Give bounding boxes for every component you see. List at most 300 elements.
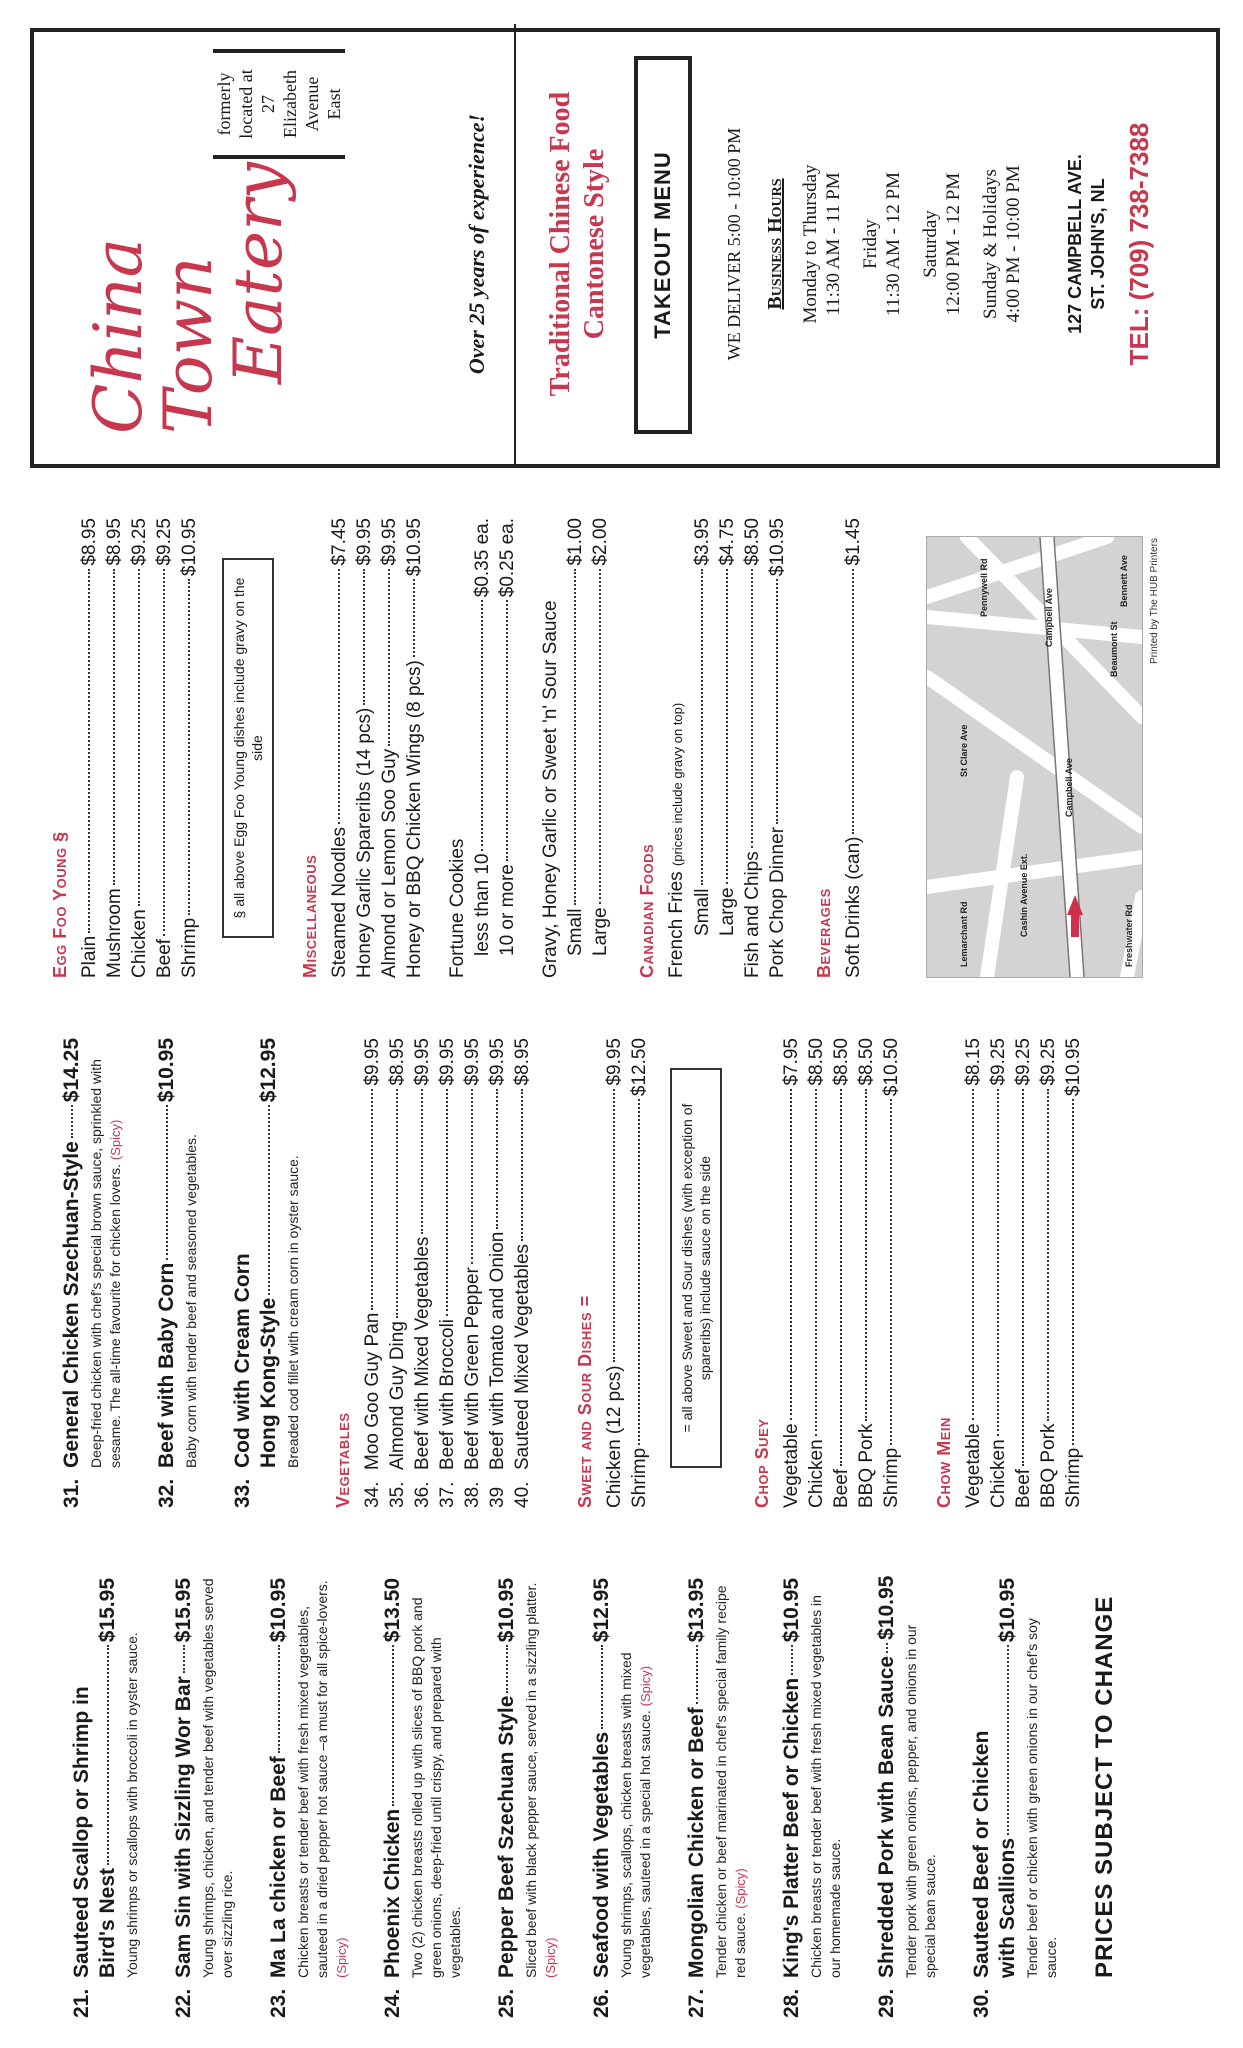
dot-leader	[471, 1089, 473, 1265]
dot-leader	[268, 1105, 270, 1294]
price-line	[690, 518, 715, 978]
price-line	[854, 1038, 879, 1508]
item-price: $9.25	[1038, 1038, 1059, 1086]
hours-block	[979, 24, 1025, 464]
menu-item	[875, 1575, 940, 2018]
menu-item-title: Seafood with Vegetables	[590, 1731, 613, 1978]
hours-block	[799, 24, 845, 464]
item-price: $10.50	[881, 1038, 902, 1097]
dot-leader	[865, 1089, 867, 1421]
hours-block	[859, 24, 905, 464]
item-name: Mushroom	[104, 888, 125, 978]
dot-leader	[726, 569, 728, 885]
menu-item	[155, 1038, 201, 1508]
menu-item	[70, 1578, 142, 2018]
menu-item	[381, 1578, 465, 2018]
menu-item-number: 24.	[381, 1988, 404, 2018]
dot-leader	[71, 1105, 73, 1138]
price-line	[360, 1038, 385, 1508]
item-price: $1.00	[565, 518, 586, 566]
menu-column-1	[0, 1575, 1243, 2018]
item-price: $3.95	[692, 518, 713, 566]
prices-note: PRICES SUBJECT TO CHANGE	[1091, 1595, 1118, 1978]
item-name: Shrimp	[179, 917, 200, 978]
menu-item-header	[70, 1578, 94, 2018]
hours-day: Sunday & Holidays	[980, 169, 1001, 319]
hours-day: Saturday	[920, 210, 941, 278]
dot-leader	[166, 1105, 168, 1259]
gravy-title: Gravy, Honey Garlic or Sweet 'n' Sour Sauce	[540, 600, 561, 978]
item-name: Almond or Lemon Soo Guy	[379, 748, 400, 978]
item-price: $7.45	[329, 518, 350, 566]
item-name: Large	[590, 907, 611, 956]
dot-leader	[1007, 1645, 1009, 1835]
price-line	[765, 518, 790, 978]
price-line	[588, 518, 613, 978]
price-line	[435, 1038, 460, 1508]
menu-item	[231, 1038, 303, 1508]
item-price: $9.25	[988, 1038, 1009, 1086]
menu-item-price: $10.95	[267, 1578, 290, 1643]
dot-leader	[363, 569, 365, 705]
menu-item-description	[294, 1578, 351, 1978]
item-price: $8.50	[806, 1038, 827, 1086]
item-price: $10.95	[179, 518, 200, 577]
item-price: $9.95	[487, 1038, 508, 1086]
menu-item-header	[155, 1038, 179, 1508]
price-line	[1011, 1038, 1036, 1508]
menu-item-description	[199, 1578, 237, 1978]
menu-item-price: $10.95	[155, 1038, 178, 1103]
dot-leader	[997, 1089, 999, 1437]
price-line	[740, 518, 765, 978]
dot-leader	[446, 1089, 448, 1316]
menu-item-title: Phoenix Chicken	[381, 1808, 404, 1978]
price-line	[327, 518, 352, 978]
item-number: 37.	[437, 1481, 458, 1508]
map-label-d: Bennett Ave	[1119, 555, 1129, 607]
section-title-canadian-foods: Canadian Foods	[637, 843, 657, 978]
menu-item-number: 21.	[70, 1988, 93, 2018]
dot-leader	[1022, 1089, 1024, 1466]
dot-leader	[188, 579, 190, 915]
item-name: Vegetable	[963, 1423, 984, 1508]
item-name: BBQ Pork	[856, 1423, 877, 1508]
menu-item-header-2	[257, 1038, 281, 1508]
section-title-chop-suey: Chop Suey	[752, 1418, 772, 1508]
menu-item-description-text: Baby corn with tender beef and seasoned vegetables.	[183, 1134, 199, 1468]
dot-leader	[183, 1645, 185, 1673]
telephone: TEL: (709) 738-7388	[1124, 122, 1154, 366]
price-line	[377, 518, 402, 978]
menu-item-description	[123, 1578, 142, 1978]
item-price: $9.95	[362, 1038, 383, 1086]
dot-leader	[481, 600, 483, 850]
item-price: $7.95	[781, 1038, 802, 1086]
menu-item-description-text: Young shrimps, chicken, and tender beef with vegetables served over sizzling rice.	[200, 1578, 235, 1978]
menu-item-number: 33.	[231, 1478, 254, 1508]
address-line-2: ST. JOHN'S, NL	[1088, 178, 1108, 310]
logo-line-2: Eatery	[220, 162, 297, 384]
menu-item-title: Pepper Beef Szechuan Style	[495, 1695, 518, 1978]
menu-item-header	[231, 1038, 255, 1508]
dot-leader	[601, 1645, 603, 1729]
price-line	[410, 1038, 435, 1508]
menu-column-2	[0, 1038, 1243, 1508]
french-fries-title	[664, 518, 690, 978]
dot-leader	[886, 1643, 888, 1653]
menu-item-description-text: Two (2) chicken breasts rolled up with slices of BBQ pork and green onions, deep-fried until crispy, and prepared with vegetables.	[409, 1597, 463, 1978]
former-location-box	[213, 49, 345, 159]
dot-leader	[972, 1089, 974, 1421]
item-name: Small	[692, 888, 713, 936]
item-price: $9.95	[354, 518, 375, 566]
menu-item-price: $15.95	[172, 1578, 195, 1643]
map-label-k: Freshwater Rd	[1124, 904, 1134, 967]
section-title-egg-foo-young: Egg Foo Young §	[50, 831, 70, 978]
menu-item-header	[685, 1578, 709, 2018]
dot-leader	[890, 1099, 892, 1445]
item-name: Beef with Broccoli	[437, 1318, 458, 1470]
menu-item-header	[381, 1578, 405, 2018]
hours-day: Monday to Thursday	[800, 164, 821, 324]
menu-item-title-2: with Scallions	[996, 1837, 1019, 1978]
price-line	[602, 1038, 627, 1508]
item-price: $4.75	[717, 518, 738, 566]
item-price: $8.95	[387, 1038, 408, 1086]
hours-block	[919, 24, 965, 464]
menu-item-title: Sauteed Beef or Chicken	[970, 1730, 993, 1978]
spicy-tag: (Spicy)	[638, 1665, 653, 1707]
price-line	[177, 518, 202, 978]
item-price: $9.95	[379, 518, 400, 566]
item-price: $0.25 ea.	[497, 518, 518, 598]
menu-item-price: $12.95	[257, 1038, 280, 1103]
dot-leader	[107, 1645, 109, 1865]
menu-item-header	[172, 1578, 196, 2018]
menu-item-description-text: Chicken breasts or tender beef with fresh mixed vegetables, sauteed in a dried pepper hot sauce –a must for all spice-lovers.	[295, 1580, 330, 1978]
map-label-h: St Clare Ave	[959, 724, 969, 777]
delivery-hours: WE DELIVER 5:00 - 10:00 PM	[724, 127, 744, 361]
item-price: $8.95	[79, 518, 100, 566]
price-line	[402, 518, 427, 978]
menu-item-title: Sam Sin with Sizzling Wor Bar	[172, 1676, 195, 1978]
item-name: BBQ Pork	[1038, 1423, 1059, 1508]
cuisine-tagline	[544, 24, 612, 464]
former-location-line-2: 27 Elizabeth Avenue East	[258, 70, 344, 138]
item-number: 39	[487, 1486, 508, 1508]
item-name: Shrimp	[629, 1447, 650, 1508]
menu-item-description-text: Chicken breasts or tender beef with fresh mixed vegetables in our homemade sauce.	[808, 1595, 843, 1978]
spicy-tag: (Spicy)	[733, 1868, 748, 1909]
section-title-vegetables: Vegetables	[333, 1412, 353, 1508]
experience-tagline: Over 25 years of experience!	[464, 113, 489, 375]
price-line	[102, 518, 127, 978]
dot-leader	[776, 579, 778, 824]
price-line	[510, 1038, 535, 1508]
item-name: Plain	[79, 935, 100, 978]
dot-leader	[696, 1645, 698, 1704]
menu-item-description-text: Sliced beef with black pepper sauce, served in a sizzling platter.	[523, 1582, 539, 1978]
menu-item-header-2	[996, 1578, 1020, 2018]
item-price: $8.15	[963, 1038, 984, 1086]
menu-item-description	[712, 1578, 750, 1978]
item-name: Beef with Mixed Vegetables	[412, 1236, 433, 1470]
item-name: less than 10	[472, 853, 493, 956]
menu-item	[495, 1578, 560, 2018]
price-line	[1061, 1038, 1086, 1508]
french-fries-label: French Fries	[666, 871, 687, 978]
menu-item	[172, 1578, 237, 2018]
menu-item-description-text: Tender pork with green onions, pepper, and onions in our special bean sauce.	[903, 1624, 938, 1978]
item-price: $0.35 ea.	[472, 518, 493, 598]
dot-leader	[113, 569, 115, 886]
dot-leader	[1047, 1089, 1049, 1421]
menu-item-description	[87, 1038, 125, 1468]
menu-item-title-2: Bird's Nest	[96, 1867, 119, 1978]
address-line-1: 127 CAMPBELL AVE.	[1065, 154, 1085, 334]
price-line	[779, 1038, 804, 1508]
menu-item-price: $13.50	[381, 1578, 404, 1643]
dot-leader	[413, 579, 415, 657]
item-price: $12.50	[629, 1038, 650, 1097]
menu-item-description	[408, 1578, 465, 1978]
menu-item-number: 22.	[172, 1988, 195, 2018]
dot-leader	[371, 1089, 373, 1310]
price-line	[77, 518, 102, 978]
dot-leader	[396, 1089, 398, 1319]
price-line	[829, 1038, 854, 1508]
item-price: $9.25	[154, 518, 175, 566]
dot-leader	[574, 569, 576, 906]
map-label-e: Beaumont St	[1109, 621, 1119, 677]
price-line	[485, 1038, 510, 1508]
dot-leader	[791, 1645, 793, 1675]
item-name: Chicken	[806, 1439, 827, 1508]
item-name: Beef with Tomato and Onion	[487, 1231, 508, 1470]
hours-time: 12:00 PM - 12 PM	[943, 172, 964, 316]
item-price: $8.95	[512, 1038, 533, 1086]
menu-item-description	[522, 1578, 560, 1978]
dot-leader	[392, 1645, 394, 1806]
menu-item-number: 26.	[590, 1988, 613, 2018]
menu-item-number: 31.	[60, 1478, 83, 1508]
menu-item-header	[495, 1578, 519, 2018]
dot-leader	[496, 1089, 498, 1229]
price-line	[961, 1038, 986, 1508]
header-panel-column	[0, 28, 1243, 468]
menu-item-number: 32.	[155, 1478, 178, 1508]
spicy-tag: (Spicy)	[108, 1119, 123, 1161]
item-name: Sauteed Mixed Vegetables	[512, 1243, 533, 1470]
dot-leader	[338, 569, 340, 824]
menu-item-description-text: Deep-fried chicken with chef's special brown sauce, sprinkled with sesame. The all-time favourite for chicken lovers.	[88, 1059, 123, 1468]
french-fries-note: (prices include gravy on top)	[670, 702, 685, 867]
address	[1064, 24, 1110, 464]
dot-leader	[506, 1645, 508, 1692]
item-price: $9.95	[604, 1038, 625, 1086]
item-price: $10.95	[767, 518, 788, 577]
printer-credit: Printed by The HUB Printers	[1149, 538, 1160, 664]
dot-leader	[163, 569, 165, 936]
dot-leader	[138, 569, 140, 907]
price-line	[460, 1038, 485, 1508]
dot-leader	[278, 1645, 280, 1753]
menu-item-description	[1023, 1578, 1061, 1978]
menu-item	[60, 1038, 125, 1508]
item-price: $8.50	[742, 518, 763, 566]
menu-item-description	[284, 1038, 303, 1468]
item-price: $2.00	[590, 518, 611, 566]
former-location-line-1: formerly located at	[214, 69, 256, 139]
location-map	[926, 536, 1143, 978]
menu-item-description-text: Tender chicken or beef marinated in chef's special family recipe red sauce.	[713, 1585, 748, 1978]
menu-column-3	[0, 518, 1243, 978]
item-price: $8.95	[104, 518, 125, 566]
dot-leader	[599, 569, 601, 905]
dot-leader	[638, 1099, 640, 1445]
menu-item-title-2: Hong Kong-Style	[257, 1297, 280, 1468]
dot-leader	[421, 1089, 423, 1234]
menu-item-title: Sauteed Scallop or Shrimp in	[70, 1686, 93, 1978]
item-price: $9.25	[129, 518, 150, 566]
price-line	[841, 518, 866, 978]
dot-leader	[506, 600, 508, 861]
menu-item-description	[182, 1038, 201, 1468]
item-price: $9.25	[1013, 1038, 1034, 1086]
item-name: Shrimp	[881, 1447, 902, 1508]
menu-item-title: King's Platter Beef or Chicken	[780, 1677, 803, 1978]
menu-item-title: Cod with Cream Corn	[231, 1253, 254, 1468]
spicy-tag: (Spicy)	[334, 1937, 349, 1978]
menu-item-header	[267, 1578, 291, 2018]
dot-leader	[1072, 1099, 1074, 1445]
item-name: Beef with Green Pepper	[462, 1267, 483, 1470]
menu-item	[780, 1578, 845, 2018]
menu-item-price: $13.95	[685, 1578, 708, 1643]
item-price: $9.95	[412, 1038, 433, 1086]
item-price: $1.45	[843, 518, 864, 566]
item-name: Small	[565, 908, 586, 956]
price-line	[804, 1038, 829, 1508]
item-price: $8.50	[856, 1038, 877, 1086]
item-name: Steamed Noodles	[329, 826, 350, 978]
item-number: 40.	[512, 1481, 533, 1508]
menu-item-description-text: Breaded cod fillet with cream corn in oyster sauce.	[285, 1155, 301, 1468]
item-name: Large	[717, 887, 738, 936]
menu-item-title: Mongolian Chicken or Beef	[685, 1707, 708, 1978]
menu-item-description	[617, 1578, 655, 1978]
business-hours-title: Business Hours	[764, 178, 786, 310]
menu-item-number: 23.	[267, 1988, 290, 2018]
item-name: Beef	[154, 938, 175, 978]
location-map-svg	[927, 537, 1142, 977]
item-price: $10.95	[404, 518, 425, 577]
item-number: 34.	[362, 1481, 383, 1508]
item-name: Soft Drinks (can)	[843, 836, 864, 978]
menu-item-number: 25.	[495, 1988, 518, 2018]
item-name: Honey or BBQ Chicken Wings (8 pcs)	[404, 660, 425, 978]
menu-item-price: $10.95	[996, 1578, 1019, 1643]
section-title-chow-mein: Chow Mein	[934, 1417, 954, 1508]
menu-item-header	[780, 1578, 804, 2018]
business-hours	[764, 24, 1039, 464]
item-name: Almond Guy Ding	[387, 1321, 408, 1470]
price-line	[470, 518, 495, 978]
spicy-tag: (Spicy)	[543, 1937, 558, 1978]
menu-item-description	[902, 1578, 940, 1978]
menu-item-title: Ma La chicken or Beef	[267, 1756, 290, 1978]
fortune-cookies-title: Fortune Cookies	[447, 838, 468, 978]
price-line	[715, 518, 740, 978]
menu-item-number: 29.	[875, 1988, 898, 2018]
item-name: Chicken	[129, 909, 150, 978]
header-panel	[30, 28, 1220, 468]
hours-time: 11:30 AM - 11 PM	[823, 172, 844, 316]
dot-leader	[613, 1089, 615, 1363]
item-name: Pork Chop Dinner	[767, 826, 788, 978]
price-line	[563, 518, 588, 978]
item-price: $9.95	[437, 1038, 458, 1086]
item-name: Fish and Chips	[742, 851, 763, 978]
menu-item-header	[875, 1575, 899, 2018]
map-label-a: Campbell Ave	[1064, 758, 1074, 817]
section-title-miscellaneous: Miscellaneous	[300, 854, 320, 978]
header-divider	[514, 24, 516, 464]
item-number: 36.	[412, 1481, 433, 1508]
price-line	[152, 518, 177, 978]
menu-item	[685, 1578, 750, 2018]
menu-item	[267, 1578, 351, 2018]
item-name: Shrimp	[1063, 1447, 1084, 1508]
menu-item-number: 30.	[970, 1988, 993, 2018]
dot-leader	[388, 569, 390, 746]
item-name: Chicken (12 pcs)	[604, 1365, 625, 1508]
hours-time: 11:30 AM - 12 PM	[883, 172, 904, 316]
menu-item-price: $10.95	[495, 1578, 518, 1643]
menu-item-header-2	[96, 1578, 120, 2018]
menu-item-header	[590, 1578, 614, 2018]
item-price: $9.95	[462, 1038, 483, 1086]
price-line	[627, 1038, 652, 1508]
dot-leader	[88, 569, 90, 933]
map-label-i: Lemarchant Rd	[959, 901, 969, 967]
item-name: Chicken	[988, 1439, 1009, 1508]
item-name: Vegetable	[781, 1423, 802, 1508]
price-line	[385, 1038, 410, 1508]
dot-leader	[521, 1089, 523, 1241]
item-price: $8.50	[831, 1038, 852, 1086]
menu-item-title: General Chicken Szechuan-Style	[60, 1141, 83, 1468]
price-line	[879, 1038, 904, 1508]
map-label-g: Cashin Avenue Ext.	[1019, 853, 1029, 937]
sweet-sour-note: = all above Sweet and Sour dishes (with exception of spareribs) include sauce on the side	[670, 1068, 722, 1468]
hours-day: Friday	[860, 219, 881, 269]
map-arrow-shaft	[1071, 915, 1079, 937]
takeout-menu-badge: TAKEOUT MENU	[634, 56, 692, 434]
item-price: $10.95	[1063, 1038, 1084, 1097]
menu-item	[970, 1578, 1061, 2018]
item-name: Beef	[831, 1468, 852, 1508]
former-location	[114, 49, 444, 159]
price-line	[127, 518, 152, 978]
egg-foo-young-note: § all above Egg Foo Young dishes include gravy on the side	[222, 558, 274, 938]
map-label-b: Campbell Ave	[1044, 588, 1054, 647]
map-label-j: Pennywell Rd	[979, 558, 989, 617]
menu-item-number: 28.	[780, 1988, 803, 2018]
menu-item-price: $14.25	[60, 1038, 83, 1103]
menu-item-description-text: Young shrimps, scallops, chicken breasts with mixed vegetables, sauteed in a special hot sauce.	[618, 1652, 653, 1978]
